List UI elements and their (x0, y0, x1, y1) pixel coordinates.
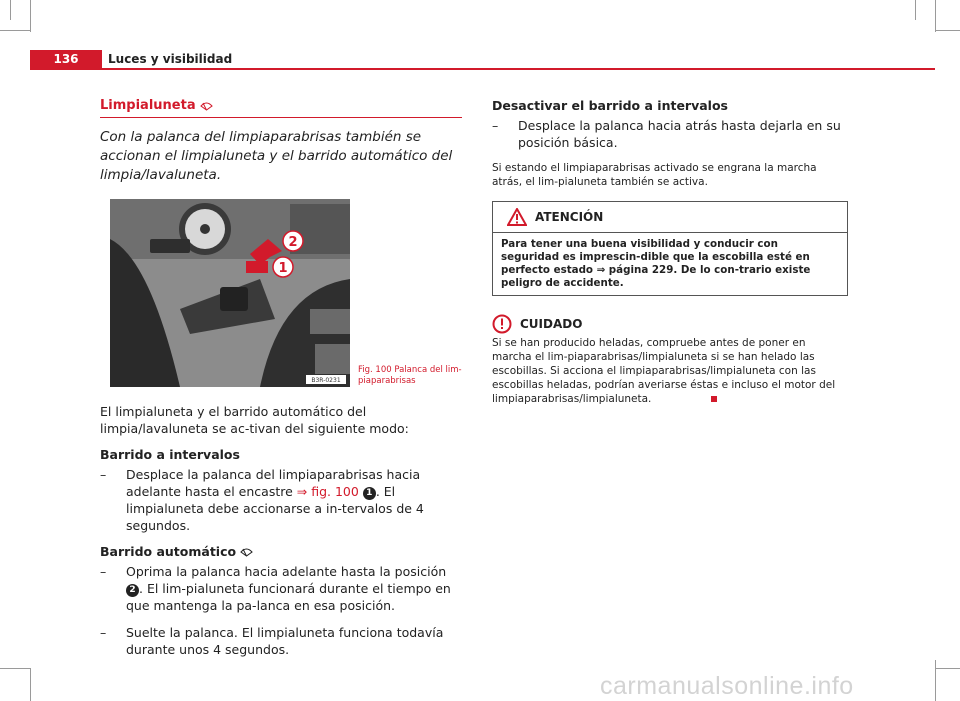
crop-mark (935, 668, 960, 669)
warning-box (492, 201, 848, 296)
note-text: Si estando el limpiaparabrisas activado se engrana la marcha atrás, el lim-pialuneta también se activa. (492, 162, 817, 188)
warning-header (493, 202, 847, 233)
caution-icon (492, 314, 512, 334)
section-title-text: Limpialuneta (100, 98, 196, 113)
crop-mark (30, 668, 31, 701)
warning-icon (507, 208, 527, 226)
caution-title: CUIDADO (520, 317, 583, 331)
crop-mark (935, 0, 936, 32)
marker-badge: 2 (126, 584, 139, 597)
figure-link[interactable]: ⇒ fig. 100 (296, 484, 359, 499)
list-item: – Oprima la palanca hacia adelante hasta la posición 2 . El lim-pialuneta funcionará durante el tiempo en que mantenga la pa-lanca en esa posición. (100, 564, 451, 613)
warning-text: Para tener una buena visibilidad y conducir con seguridad es imprescin-dible que la escobilla esté en perfecto estado ⇒ página 229. De lo con-trario existe peligro de accidente. (501, 238, 811, 289)
paragraph: El limpialuneta y el barrido automático del limpia/lavaluneta se ac-tivan del siguiente modo: (100, 404, 409, 436)
end-mark (711, 396, 717, 402)
page-number: 136 (30, 50, 102, 68)
section-title (100, 98, 462, 118)
figure (100, 199, 462, 389)
left-column (100, 98, 462, 668)
crop-mark (30, 0, 31, 32)
intro-text: Con la palanca del limpiaparabrisas también se accionan el limpialuneta y el barrido automático del limpia/lavaluneta. (100, 129, 453, 183)
crop-mark (0, 30, 30, 31)
wiper-icon (240, 546, 253, 557)
crop-mark (935, 30, 960, 31)
marker-badge: 1 (363, 487, 376, 500)
list-item: – Suelte la palanca. El limpialuneta funciona todavía durante unos 4 segundos. (100, 625, 444, 657)
watermark: carmanualsonline.info (600, 672, 854, 700)
warning-title: ATENCIÓN (535, 210, 604, 224)
subheading: Desactivar el barrido a intervalos (492, 98, 728, 113)
list-item: – Desplace la palanca hacia atrás hasta dejarla en su posición básica. (492, 118, 841, 150)
caution-text: Si se han producido heladas, compruebe antes de poner en marcha el lim-piaparabrisas/limpialuneta si se han helado las escobillas. Si acciona el limpiaparabrisas/limpialuneta con las escobillas heladas, podrían averiarse éstas e incluso el motor del limpiaparabrisas/limpialuneta. (492, 337, 836, 405)
subheading: Barrido a intervalos (100, 447, 240, 462)
figure-caption: Fig. 100 Palanca del lim-piaparabrisas (358, 365, 462, 386)
wiper-icon (200, 100, 213, 111)
marker-2: 2 (288, 235, 298, 250)
crop-mark (915, 0, 916, 20)
page-header (30, 50, 935, 70)
list-item: – Desplace la palanca del limpiaparabrisas hacia adelante hasta el encastre ⇒ fig. 100 1 . El limpialuneta debe accionarse a in-tervalos de 4 segundos. (100, 467, 424, 533)
crop-mark (10, 0, 11, 20)
right-column (492, 98, 848, 406)
subheading: Barrido automático (100, 544, 462, 559)
crop-mark (0, 668, 30, 669)
marker-1: 1 (278, 261, 288, 276)
wiper-lever-photo (110, 199, 350, 387)
chapter-title: Luces y visibilidad (108, 52, 233, 66)
figure-code: B3R-0231 (311, 377, 341, 384)
crop-mark (935, 660, 936, 701)
caution-header (492, 314, 848, 334)
